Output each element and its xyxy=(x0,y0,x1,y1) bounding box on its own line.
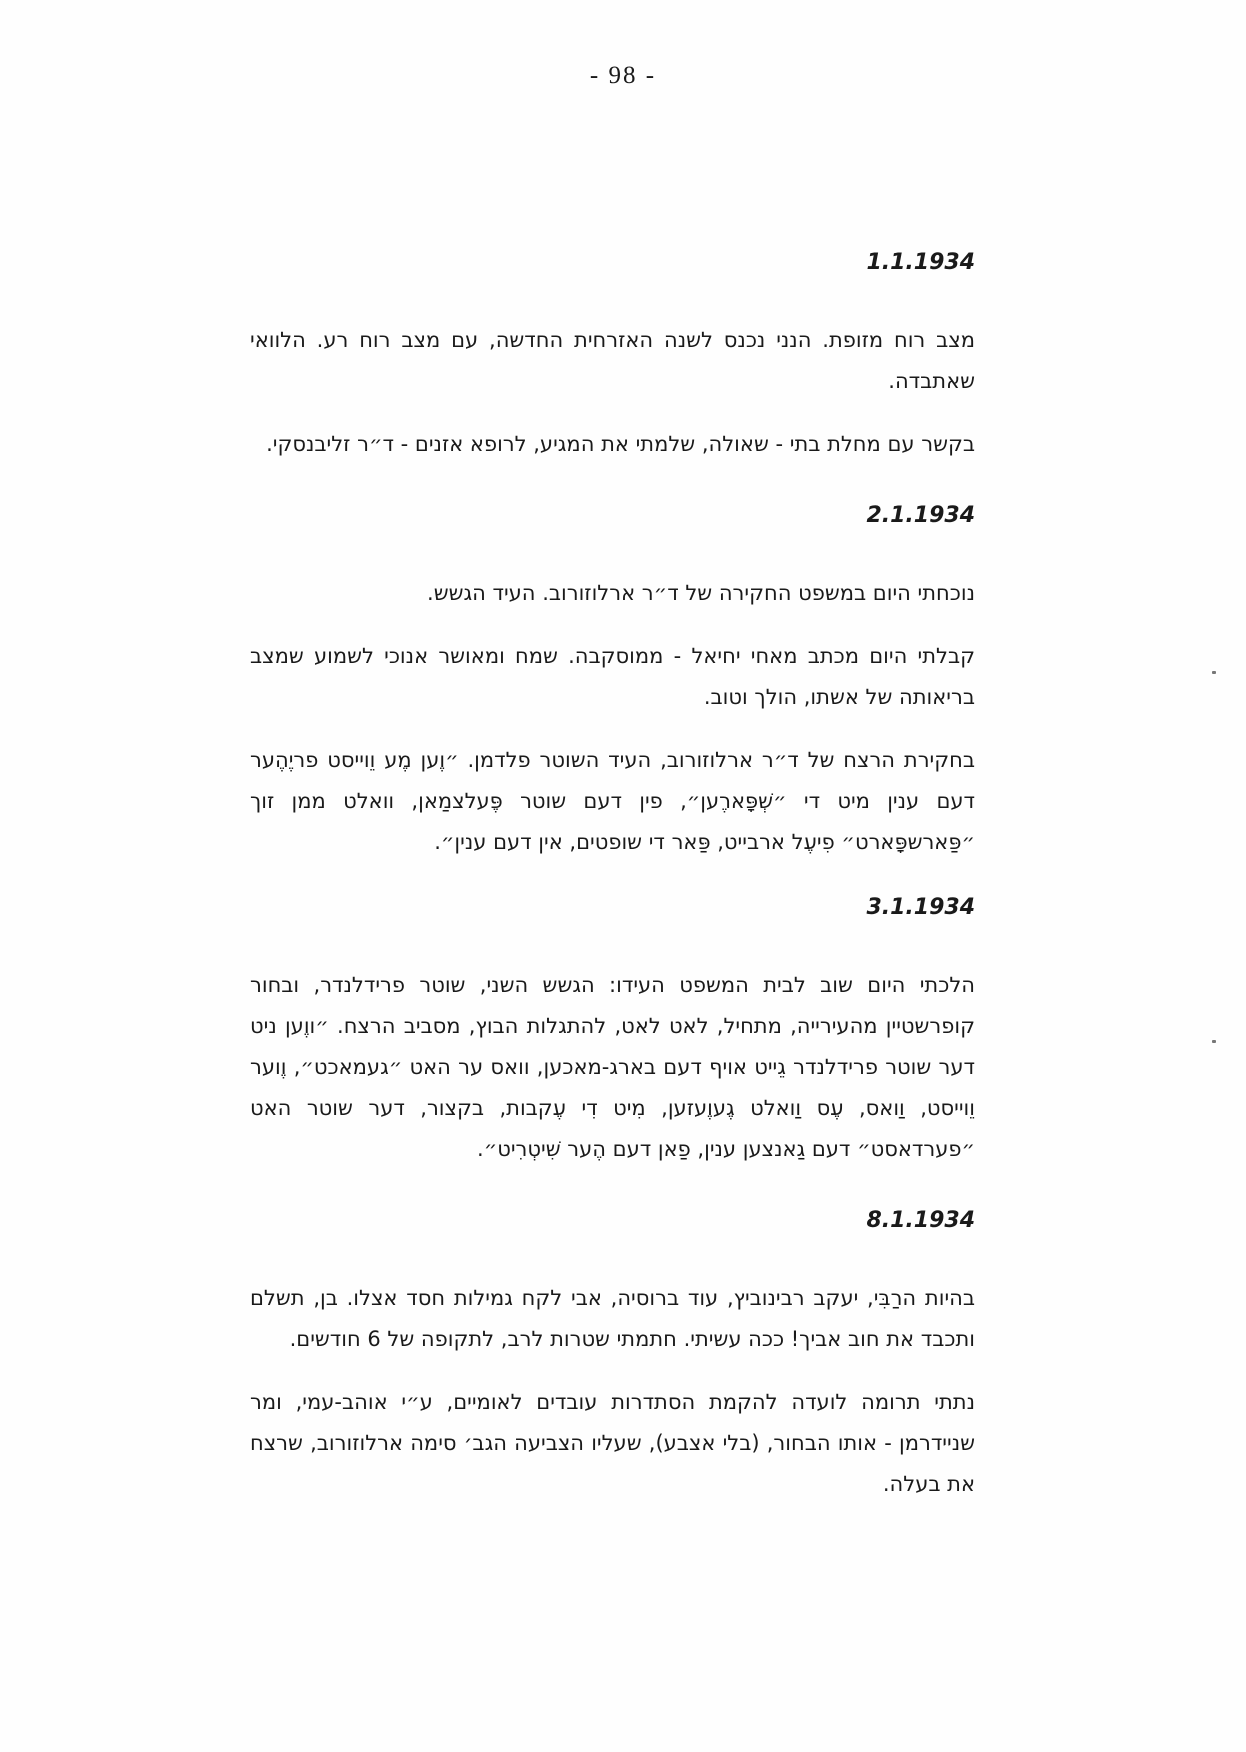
diary-entry xyxy=(250,501,975,863)
entry-paragraph: נוכחתי היום במשפט החקירה של ד״ר ארלוזורוב. העיד הגשש. xyxy=(427,581,975,605)
entry-paragraph: מצב רוח מזופת. הנני נכנס לשנה האזרחית החדשה, עם מצב רוח רע. הלוואי שאתבדה. xyxy=(250,328,975,393)
entry-paragraph: נתתי תרומה לועדה להקמת הסתדרות עובדים לאומיים, ע״י אוהב-עמי, ומר שניידרמן - אותו הבחור, (בלי אצבע), שעליו הצביעה הגב׳ סימה ארלוזורוב, שרצח את בעלה. xyxy=(250,1390,975,1496)
entry-date: 1.1.1934 xyxy=(866,250,975,275)
entry-paragraph: בהיות הרַבִּי, יעקב רבינוביץ, עוד ברוסיה, אבי לקח גמילות חסד אצלו. בן, תשלם ותכבד את חוב אביך! ככה עשיתי. חתמתי שטרות לרב, לתקופה של 6 חודשים. xyxy=(250,1286,975,1351)
entry-paragraph: קבלתי היום מכתב מאחי יחיאל - ממוסקבה. שמח ומאושר אנוכי לשמוע שמצב בריאותה של אשתו, הולך וטוב. xyxy=(250,644,975,709)
entry-date: 3.1.1934 xyxy=(866,895,975,920)
diary-entry xyxy=(250,248,975,465)
diary-entry xyxy=(250,893,975,1170)
entry-paragraph: הלכתי היום שוב לבית המשפט העידו: הגשש השני, שוטר פרידלנדר, ובחור קופרשטיין מהעירייה, מתחיל, לאט לאט, להתגלות הבוץ, מסביב הרצח. ״ווֶען ניט דער שוטר פרידלנדר גֵייט אויף דעם בארג-מאכען, וואס ער האט ״געמאכט״, וֶוער וֵוייסט, וַואס, עֶס וַואלט גֶעוֶעזען, מִיט דִי עֶקבות, בקצור, דער שוטר האט ״פערדאסט״ דעם גַאנצען ענין, פַאן דעם הֶער שִׁיטְרִיט״. xyxy=(250,973,975,1161)
scan-speck xyxy=(1212,1040,1216,1043)
scan-speck xyxy=(1212,671,1216,674)
entry-date: 2.1.1934 xyxy=(866,503,975,528)
entry-date: 8.1.1934 xyxy=(866,1208,975,1233)
diary-content xyxy=(250,248,975,1541)
entry-paragraph: בחקירת הרצח של ד״ר ארלוזורוב, העיד השוטר פלדמן. ״וֶען מֶע וֵוייסט פריֶהֶער דעם ענין מיט די ״שְׁפָּארֶען״, פין דעם שוטר פֶּעלצמַאן, וואלט ממן זוך ״פַּארשפָּארט״ פִיעֶל ארבייט, פַּאר די שופטים, אין דעם ענין״. xyxy=(250,748,975,854)
diary-entry xyxy=(250,1206,975,1505)
entry-paragraph: בקשר עם מחלת בתי - שאולה, שלמתי את המגיע, לרופא אזנים - ד״ר זליבנסקי. xyxy=(266,432,975,456)
page-number: - 98 - xyxy=(589,62,657,89)
